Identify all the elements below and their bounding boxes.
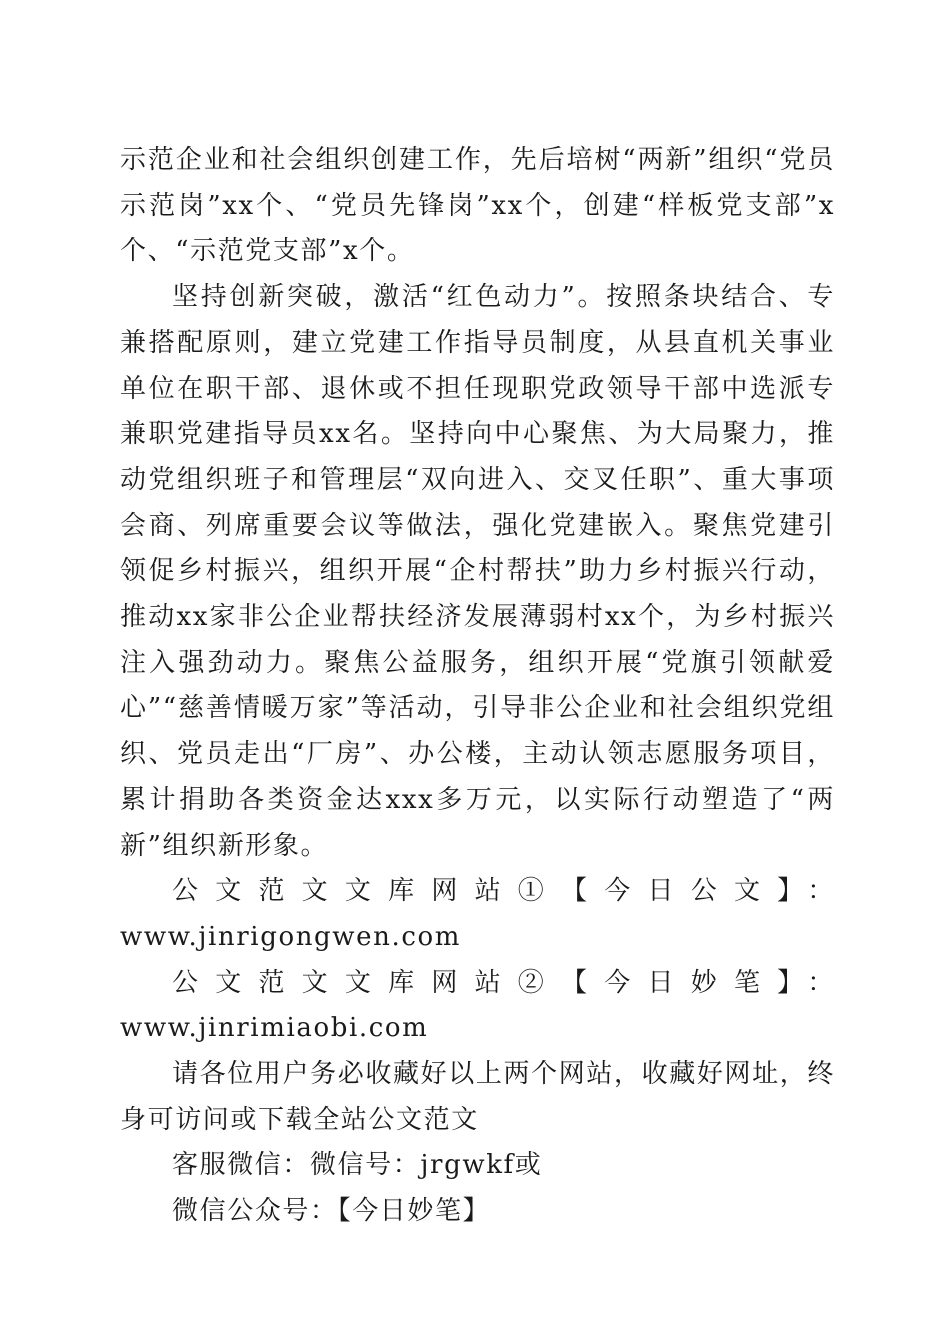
official-account: 微信公众号：【今日妙笔】 xyxy=(172,1196,491,1227)
document-body xyxy=(120,138,835,1235)
notice-paragraph: 请各位用户务必收藏好以上两个网站，收藏好网址，终身可访问或下载全站公文范文 xyxy=(120,1059,835,1135)
site1-url[interactable]: www.jinrigongwen.com xyxy=(120,921,462,952)
site2-line: 公文范文文库网站②【今日妙笔】：www.jinrimiaobi.com xyxy=(120,967,835,1044)
site1-label: 公文范文文库网站①【今日公文】： xyxy=(172,876,835,907)
paragraph-2: 坚持创新突破，激活“红色动力”。按照条块结合、专兼搭配原则，建立党建工作指导员制度，从县直机关事业单位在职干部、退休或不担任现职党政领导干部中选派专兼职党建指导员xx名。坚持向中心聚焦、为大局聚力，推动党组织班子和管理层“双向进入、交叉任职”、重大事项会商、列席重要会议等做法，强化党建嵌入。聚焦党建引领促乡村振兴，组织开展“企村帮扶”助力乡村振兴行动，推动xx家非公企业帮扶经济发展薄弱村xx个，为乡村振兴注入强劲动力。聚焦公益服务，组织开展“党旗引领献爱心”“慈善情暖万家”等活动，引导非公企业和社会组织党组织、党员走出“厂房”、办公楼，主动认领志愿服务项目，累计捐助各类资金达xxx多万元，以实际行动塑造了“两新”组织新形象。 xyxy=(120,282,835,861)
paragraph-1: 示范企业和社会组织创建工作，先后培树“两新”组织“党员示范岗”xx个、“党员先锋岗”xx个，创建“样板党支部”x个、“示范党支部”x个。 xyxy=(120,145,835,267)
service-wechat: 客服微信：微信号：jrgwkf或 xyxy=(172,1150,543,1181)
